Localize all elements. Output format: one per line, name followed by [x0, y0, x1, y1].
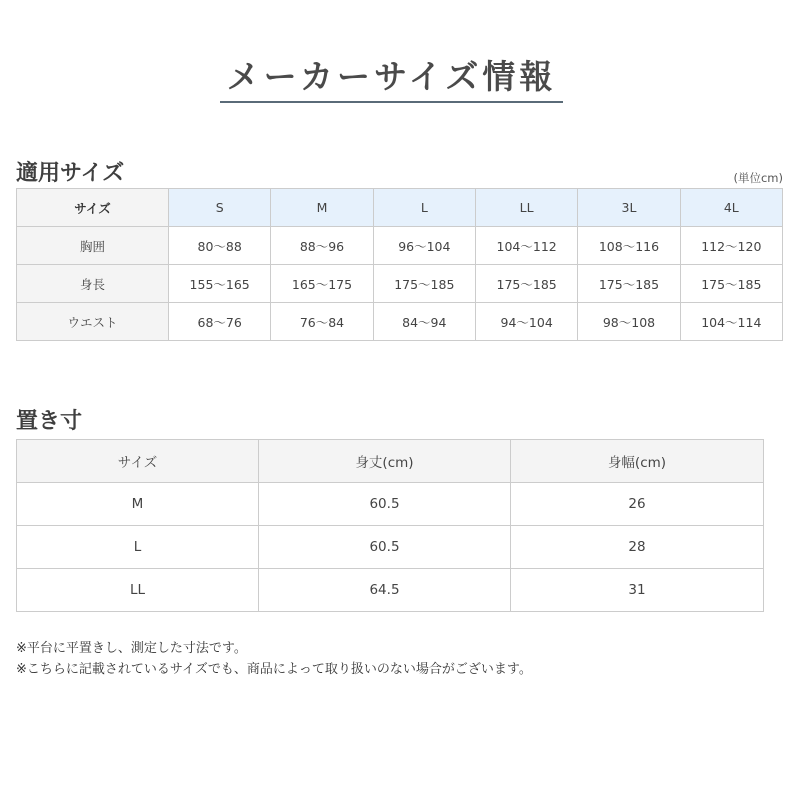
flat-header-row [17, 440, 764, 483]
table-cell: 31 [511, 569, 764, 612]
table-row [17, 265, 783, 303]
table-cell: 80〜88 [169, 227, 271, 265]
column-header: 身幅(cm) [511, 440, 764, 483]
row-label: ウエスト [17, 303, 169, 341]
flat-measure-table [16, 439, 764, 612]
table-row [17, 526, 764, 569]
size-header-cell: LL [475, 189, 577, 227]
note-line: ※こちらに記載されているサイズでも、商品によって取り扱いのない場合がございます。 [16, 662, 532, 677]
size-header-cell: S [169, 189, 271, 227]
table-row [17, 303, 783, 341]
column-header: 身丈(cm) [259, 440, 511, 483]
table-cell: 98〜108 [578, 303, 680, 341]
size-header-row [17, 189, 783, 227]
size-table [16, 188, 783, 341]
table-cell: 96〜104 [373, 227, 475, 265]
unit-note: (単位cm) [733, 171, 783, 185]
size-header-cell: M [271, 189, 373, 227]
table-cell: 88〜96 [271, 227, 373, 265]
table-cell: M [17, 483, 259, 526]
table-cell: 175〜185 [373, 265, 475, 303]
table-cell: 108〜116 [578, 227, 680, 265]
note-line: ※平台に平置きし、測定した寸法です。 [16, 641, 247, 656]
table-cell: 165〜175 [271, 265, 373, 303]
table-cell: 104〜114 [680, 303, 782, 341]
table-cell: 104〜112 [475, 227, 577, 265]
size-header-cell: 3L [578, 189, 680, 227]
size-section-heading: 適用サイズ [16, 161, 125, 186]
table-cell: 175〜185 [578, 265, 680, 303]
table-cell: 60.5 [259, 526, 511, 569]
table-cell: 155〜165 [169, 265, 271, 303]
table-row [17, 569, 764, 612]
size-header-cell: 4L [680, 189, 782, 227]
table-row [17, 483, 764, 526]
page-title: メーカーサイズ情報 [226, 57, 557, 96]
table-cell: 175〜185 [680, 265, 782, 303]
table-cell: 26 [511, 483, 764, 526]
table-cell: 84〜94 [373, 303, 475, 341]
row-label: 身長 [17, 265, 169, 303]
table-cell: L [17, 526, 259, 569]
flat-section-heading: 置き寸 [16, 409, 83, 434]
table-cell: 76〜84 [271, 303, 373, 341]
size-header-cell: L [373, 189, 475, 227]
table-cell: 112〜120 [680, 227, 782, 265]
title-underline [220, 101, 563, 103]
notes [16, 638, 532, 680]
table-cell: LL [17, 569, 259, 612]
table-cell: 60.5 [259, 483, 511, 526]
row-label: 胸囲 [17, 227, 169, 265]
column-header: サイズ [17, 440, 259, 483]
table-cell: 175〜185 [475, 265, 577, 303]
table-cell: 68〜76 [169, 303, 271, 341]
table-row [17, 227, 783, 265]
table-cell: 94〜104 [475, 303, 577, 341]
table-cell: 28 [511, 526, 764, 569]
size-header-corner: サイズ [17, 189, 169, 227]
table-cell: 64.5 [259, 569, 511, 612]
